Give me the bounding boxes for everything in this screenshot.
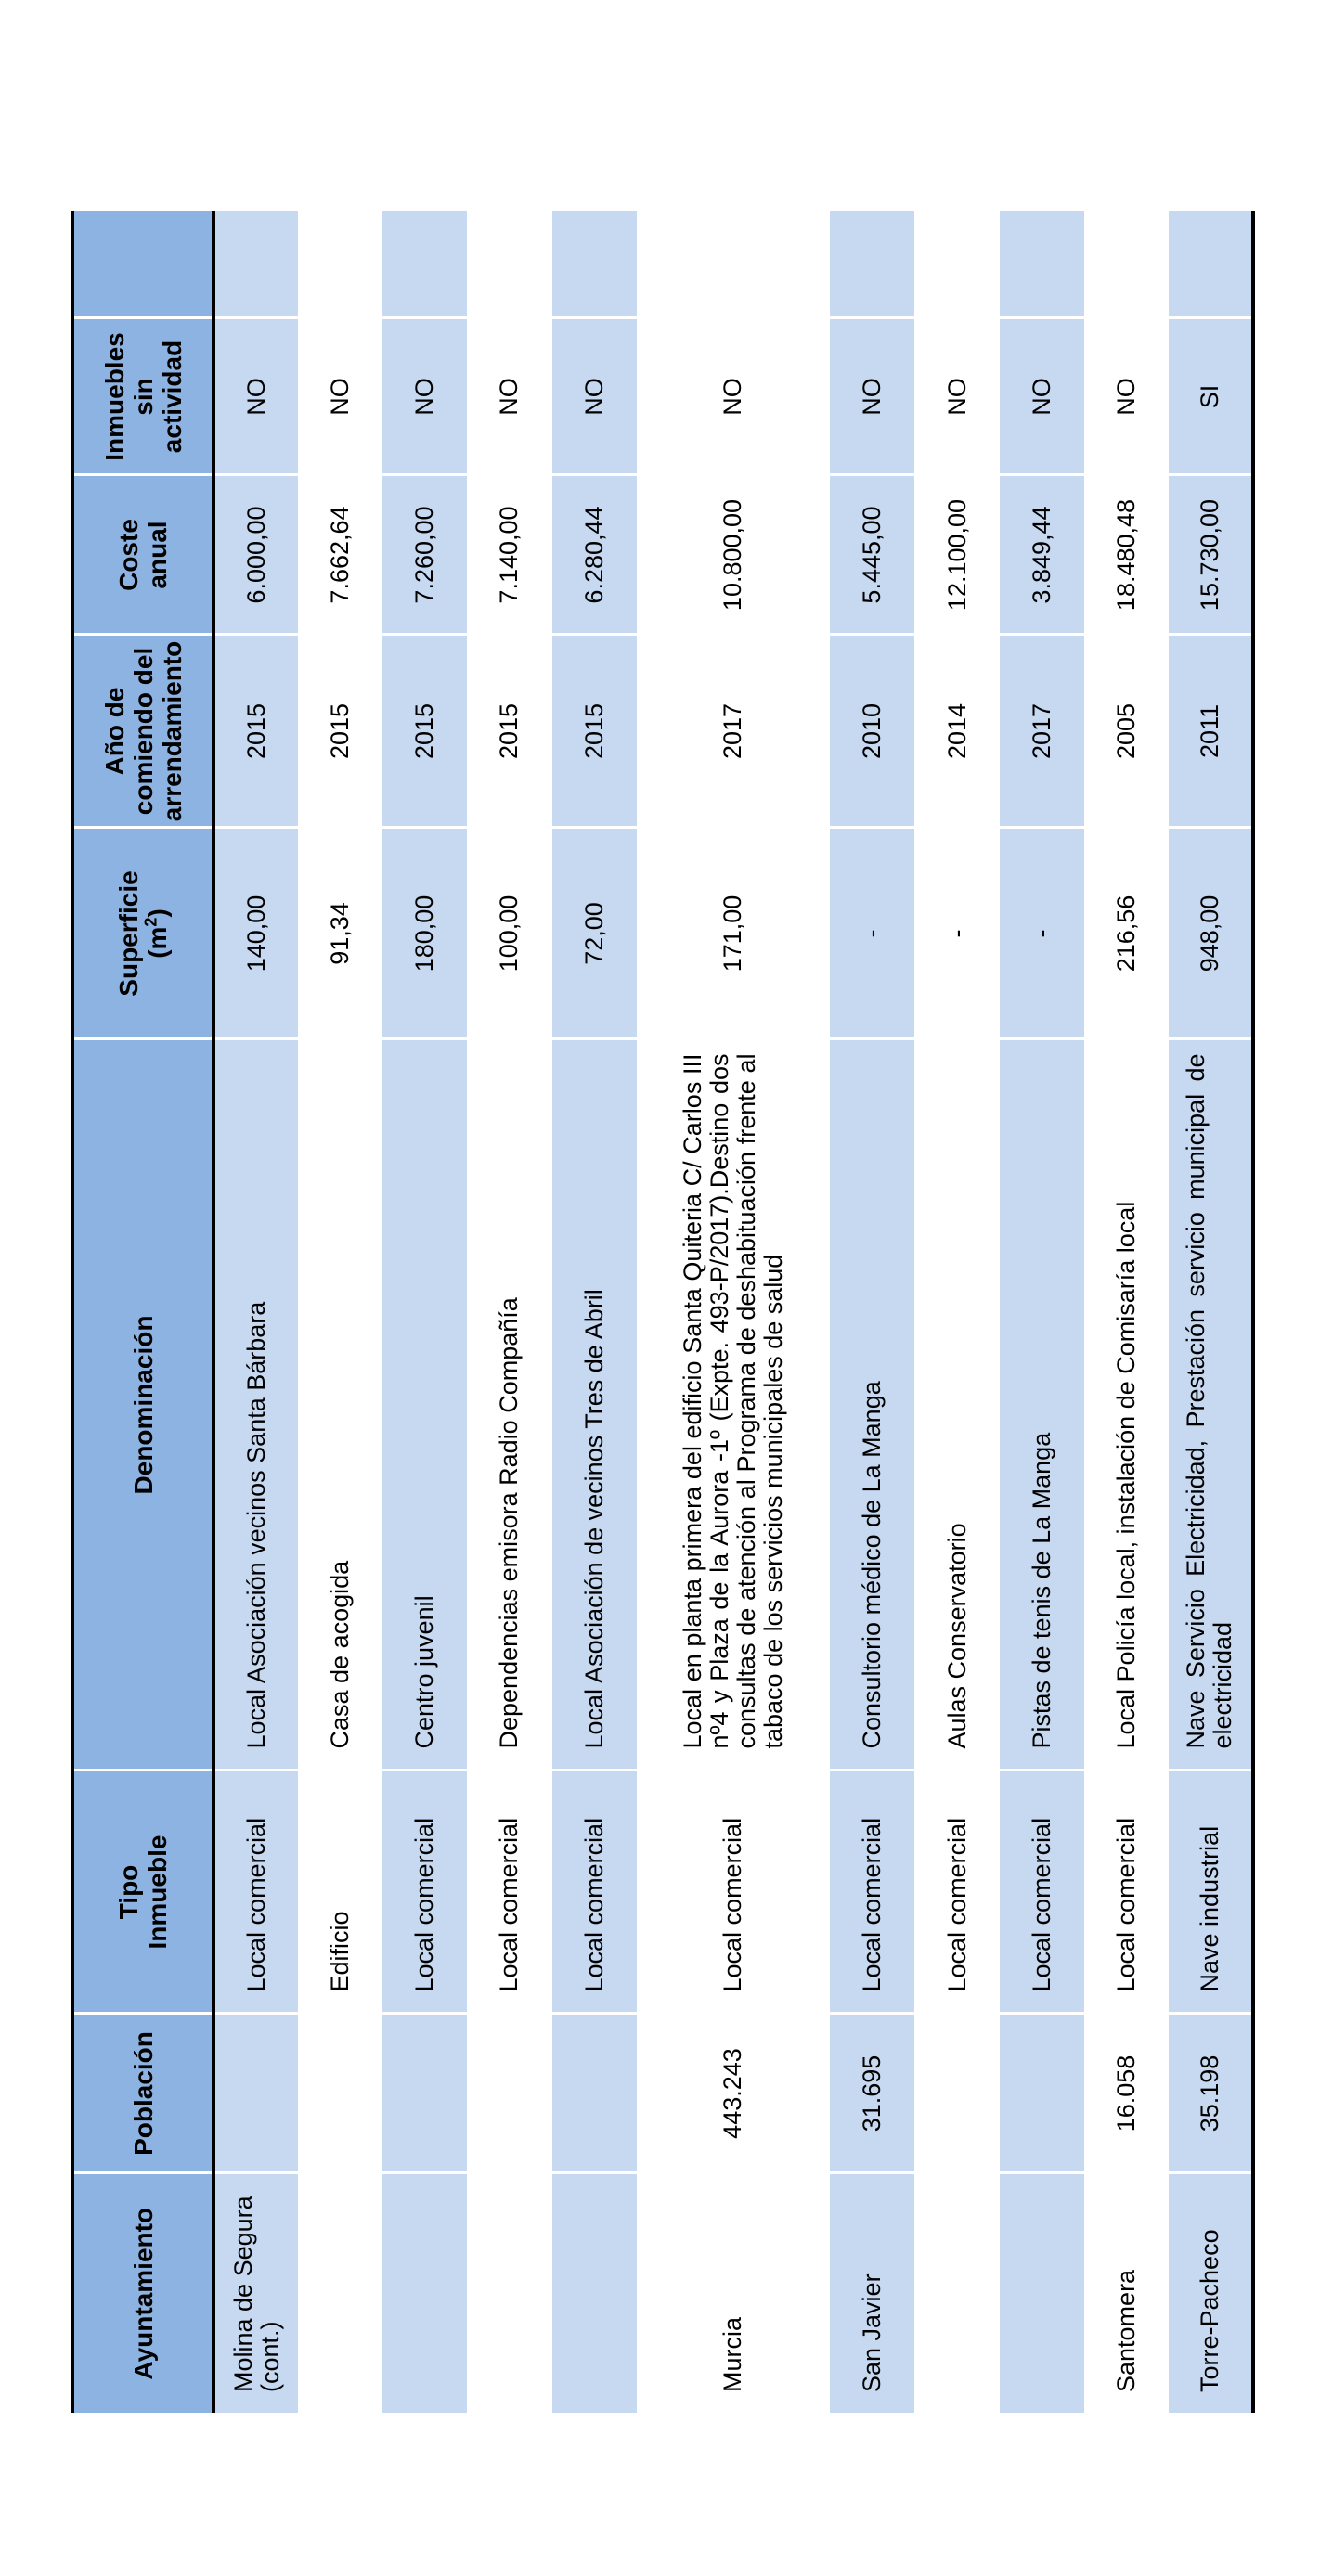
cell-blank	[214, 211, 298, 318]
cell-anio: 2017	[1000, 635, 1084, 828]
cell-denominacion: Centro juvenil	[382, 1039, 467, 1771]
table-row	[467, 211, 551, 2413]
cell-sin-actividad: NO	[637, 318, 831, 475]
cell-sin-actividad: SI	[1169, 318, 1253, 475]
cell-tipo: Local comercial	[382, 1771, 467, 2014]
cell-anio: 2005	[1084, 635, 1169, 828]
cell-denominacion: Consultorio médico de La Manga	[830, 1039, 914, 1771]
table-row	[914, 211, 999, 2413]
cell-anio: 2015	[552, 635, 637, 828]
cell-tipo: Edificio	[298, 1771, 382, 2014]
header-coste-anual: Coste anual	[72, 475, 214, 635]
cell-blank	[1169, 211, 1253, 318]
cell-sin-actividad: NO	[298, 318, 382, 475]
inmuebles-arrendados-table	[71, 211, 1255, 2413]
table-row	[637, 211, 831, 2413]
cell-sin-actividad: NO	[552, 318, 637, 475]
cell-tipo: Local comercial	[830, 1771, 914, 2014]
cell-superficie: 216,56	[1084, 828, 1169, 1039]
cell-coste: 18.480,48	[1084, 475, 1169, 635]
cell-ayuntamiento: Murcia	[637, 2173, 831, 2413]
cell-coste: 7.260,00	[382, 475, 467, 635]
cell-sin-actividad: NO	[467, 318, 551, 475]
header-superficie: Superficie $(m^2)$	[72, 828, 214, 1039]
cell-denominacion: Local en planta primera del edificio Santa Quiteria C/ Carlos III nº4 y Plaza de la Aurora -1º (Expte. 493-P/2017).Destino dos consultas de atención al Programa de deshabituación frente al tabaco de los servicios municipales de salud	[637, 1039, 831, 1771]
cell-tipo: Nave industrial	[1169, 1771, 1253, 2014]
cell-sin-actividad: NO	[914, 318, 999, 475]
cell-anio: 2010	[830, 635, 914, 828]
cell-poblacion: 16.058	[1084, 2014, 1169, 2173]
cell-blank	[637, 211, 831, 318]
cell-tipo: Local comercial	[1084, 1771, 1169, 2014]
cell-ayuntamiento	[1000, 2173, 1084, 2413]
header-blank	[72, 211, 214, 318]
cell-poblacion: 31.695	[830, 2014, 914, 2173]
table-row	[552, 211, 637, 2413]
header-poblacion: Población	[72, 2014, 214, 2173]
header-inmuebles-sin-actividad: Inmuebles sin actividad	[72, 318, 214, 475]
table-row	[1084, 211, 1169, 2413]
cell-poblacion	[382, 2014, 467, 2173]
cell-sin-actividad: NO	[382, 318, 467, 475]
cell-superficie: 140,00	[214, 828, 298, 1039]
cell-anio: 2015	[214, 635, 298, 828]
cell-anio: 2015	[298, 635, 382, 828]
cell-denominacion: Local Policía local, instalación de Comisaría local	[1084, 1039, 1169, 1771]
table-row	[298, 211, 382, 2413]
cell-coste: 10.800,00	[637, 475, 831, 635]
table-header-row	[72, 211, 214, 2413]
cell-coste: 15.730,00	[1169, 475, 1253, 635]
cell-blank	[1000, 211, 1084, 318]
cell-denominacion: Aulas Conservatorio	[914, 1039, 999, 1771]
header-anio-arrendamiento: Año de comiendo del arrendamiento	[72, 635, 214, 828]
cell-ayuntamiento	[552, 2173, 637, 2413]
header-ayuntamiento: Ayuntamiento	[72, 2173, 214, 2413]
cell-sin-actividad: NO	[830, 318, 914, 475]
cell-coste: 3.849,44	[1000, 475, 1084, 635]
cell-blank	[1084, 211, 1169, 318]
cell-ayuntamiento: Torre-Pacheco	[1169, 2173, 1253, 2413]
cell-tipo: Local comercial	[552, 1771, 637, 2014]
cell-poblacion	[552, 2014, 637, 2173]
cell-sin-actividad: NO	[1084, 318, 1169, 475]
cell-superficie: -	[1000, 828, 1084, 1039]
cell-ayuntamiento	[914, 2173, 999, 2413]
cell-denominacion: Local Asociación de vecinos Tres de Abril	[552, 1039, 637, 1771]
cell-coste: 12.100,00	[914, 475, 999, 635]
cell-poblacion: 35.198	[1169, 2014, 1253, 2173]
cell-anio: 2015	[467, 635, 551, 828]
cell-blank	[830, 211, 914, 318]
cell-tipo: Local comercial	[467, 1771, 551, 2014]
cell-blank	[914, 211, 999, 318]
cell-tipo: Local comercial	[214, 1771, 298, 2014]
cell-ayuntamiento: Santomera	[1084, 2173, 1169, 2413]
cell-superficie: 91,34	[298, 828, 382, 1039]
table-row	[830, 211, 914, 2413]
cell-superficie: -	[914, 828, 999, 1039]
cell-coste: 6.280,44	[552, 475, 637, 635]
cell-anio: 2011	[1169, 635, 1253, 828]
cell-denominacion: Local Asociación vecinos Santa Bárbara	[214, 1039, 298, 1771]
cell-denominacion: Nave Servicio Electricidad, Prestación servicio municipal de electricidad	[1169, 1039, 1253, 1771]
cell-sin-actividad: NO	[214, 318, 298, 475]
cell-anio: 2014	[914, 635, 999, 828]
cell-superficie: 171,00	[637, 828, 831, 1039]
cell-superficie: 72,00	[552, 828, 637, 1039]
cell-ayuntamiento	[382, 2173, 467, 2413]
cell-poblacion	[298, 2014, 382, 2173]
cell-denominacion: Casa de acogida	[298, 1039, 382, 1771]
cell-tipo: Local comercial	[914, 1771, 999, 2014]
cell-poblacion	[214, 2014, 298, 2173]
table-row	[214, 211, 298, 2413]
cell-coste: 7.140,00	[467, 475, 551, 635]
cell-anio: 2015	[382, 635, 467, 828]
cell-poblacion: 443.243	[637, 2014, 831, 2173]
table-row	[382, 211, 467, 2413]
cell-sin-actividad: NO	[1000, 318, 1084, 475]
header-denominacion: Denominación	[72, 1039, 214, 1771]
cell-tipo: Local comercial	[637, 1771, 831, 2014]
cell-superficie: 180,00	[382, 828, 467, 1039]
cell-poblacion	[914, 2014, 999, 2173]
cell-tipo: Local comercial	[1000, 1771, 1084, 2014]
cell-blank	[298, 211, 382, 318]
cell-denominacion: Dependencias emisora Radio Compañía	[467, 1039, 551, 1771]
cell-blank	[382, 211, 467, 318]
cell-ayuntamiento: Molina de Segura (cont.)	[214, 2173, 298, 2413]
cell-superficie: -	[830, 828, 914, 1039]
table-row	[1169, 211, 1253, 2413]
cell-coste: 7.662,64	[298, 475, 382, 635]
cell-ayuntamiento	[298, 2173, 382, 2413]
cell-coste: 5.445,00	[830, 475, 914, 635]
cell-blank	[467, 211, 551, 318]
cell-superficie: 100,00	[467, 828, 551, 1039]
cell-ayuntamiento: San Javier	[830, 2173, 914, 2413]
cell-coste: 6.000,00	[214, 475, 298, 635]
cell-anio: 2017	[637, 635, 831, 828]
cell-poblacion	[467, 2014, 551, 2173]
table-row	[1000, 211, 1084, 2413]
rotated-table-page	[71, 211, 1255, 2413]
cell-blank	[552, 211, 637, 318]
header-tipo-inmueble: Tipo Inmueble	[72, 1771, 214, 2014]
cell-poblacion	[1000, 2014, 1084, 2173]
cell-ayuntamiento	[467, 2173, 551, 2413]
cell-denominacion: Pistas de tenis de La Manga	[1000, 1039, 1084, 1771]
cell-superficie: 948,00	[1169, 828, 1253, 1039]
